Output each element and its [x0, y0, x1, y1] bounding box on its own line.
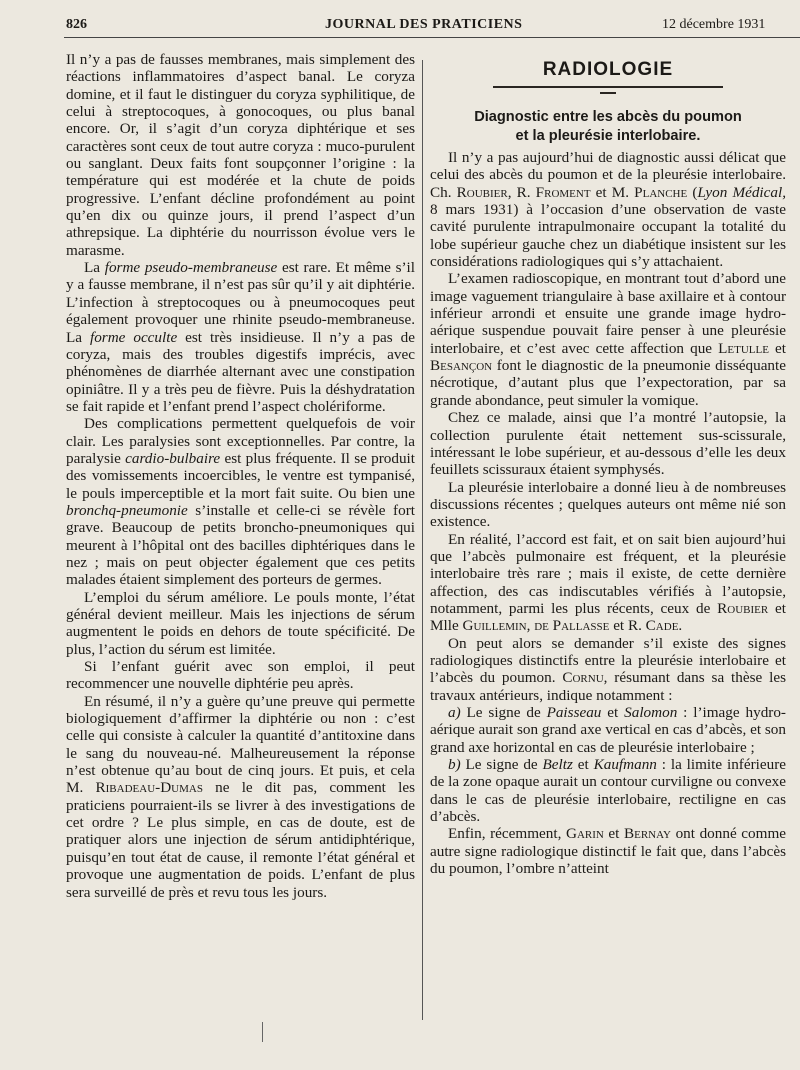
paragraph: b) Le signe de Beltz et Kaufmann : la limite inférieure de la zone opaque aurait un contour curviligne ou convexe dans le cas de pleurésie interlobaire, rectiligne en cas d’abcès.	[430, 756, 786, 826]
issue-date: 12 décembre 1931	[662, 17, 766, 32]
left-column	[66, 51, 415, 901]
journal-title: JOURNAL DES PRATICIENS	[325, 17, 523, 32]
paragraph: La pleurésie interlobaire a donné lieu à de nombreuses discussions récentes ; quelques auteurs ont même nié son existence.	[430, 478, 786, 531]
section-ornament	[600, 92, 616, 94]
paragraph: a) Le signe de Paisseau et Salomon : l’image hydro-aérique aurait son grand axe vertical en cas d’abcès, et son grand axe horizontal en cas de pleurésie interlobaire ;	[430, 704, 786, 756]
paragraph: L’examen radioscopique, en montrant tout d’abord une image vaguement triangulaire à base axillaire et à contour inférieur arrondi et ensuite une grande image hydro-aérique suspendue pouvait faire penser à une pleurésie interlobaire, et c’est avec cette affection que Letulle et Besançon font le diagnostic de la pneumonie disséquante nécrotique, d’autant plus que l’expectoration, par sa grande abondance, peut simuler la vomique.	[430, 270, 786, 409]
paragraph: Il n’y a pas aujourd’hui de diagnostic aussi délicat que celui des abcès du poumon et de la pleurésie interlobaire. Ch. Roubier, R. Froment et M. Planche (Lyon Médical, 8 mars 1931) à l’occasion d’une observation de vaste cavité purulente intrapulmonaire occupant la totalité du lobe supérieur gauche chez un diabétique insistent sur les considérations radiologiques qui s’y attachaient.	[430, 149, 786, 271]
paragraph: Chez ce malade, ainsi que l’a montré l’autopsie, la collection purulente était nettement sus-scissurale, intéressant le lobe supérieur, et au-dessous d’elle les deux feuillets scissuraux étaient symphysés.	[430, 409, 786, 479]
radiologie-section-heading	[430, 58, 786, 146]
paragraph: En réalité, l’accord est fait, et on sait bien aujourd’hui que l’abcès pulmonaire est fréquent, et la pleurésie interlobaire très rare ; mais il existe, de cette dernière affection, des cas indiscutables vérifiés à l’autopsie, notamment, parmi les plus récents, ceux de Roubier et Mlle Guillemin, de Pallasse et R. Cade.	[430, 530, 786, 635]
right-column	[430, 149, 786, 877]
article-title: Diagnostic entre les abcès du poumon et la pleurésie interlobaire.	[474, 109, 742, 144]
gutter-mark	[262, 1022, 263, 1042]
paragraph: Des complications permettent quelquefois de voir clair. Les paralysies sont exceptionnelles. Par contre, la paralysie cardio-bulbaire est plus fréquente. Il se produit des vomissements incoercibles, le ventre est tympanisé, le pouls imperceptible et la mort fait suite. Ou bien une bronchq-pneumonie s’installe et celle-ci se révèle fort grave. Beaucoup de petits broncho-pneumoniques qui meurent à l’hôpital ont des bacilles diphtériques dans le nez ; mais on peut objecter également que ces petits malades étaient simplement des porteurs de germes.	[66, 415, 415, 589]
column-divider	[422, 60, 423, 1020]
section-title: RADIOLOGIE	[542, 59, 674, 80]
paragraph: On peut alors se demander s’il existe des signes radiologiques distinctifs entre la pleurésie interlobaire et l’abcès du poumon. Cornu, résumant dans sa thèse les travaux antérieurs, indique notamment :	[430, 634, 786, 704]
paragraph: L’emploi du sérum améliore. Le pouls monte, l’état général devient meilleur. Mais les injections de sérum augmentent le poids en dehors de toute spécificité. De plus, l’action du sérum est limitée.	[66, 588, 415, 658]
section-rule	[493, 86, 723, 88]
paragraph: La forme pseudo-membraneuse est rare. Et même s’il y a fausse membrane, il n’est pas sûr qu’il y ait diphtérie. L’infection à streptocoques ou à pneumocoques peut également provoquer une rhinite pseudo-membraneuse. La forme occulte est très insidieuse. Il n’y a pas de coryza, mais des troubles digestifs imprécis, avec phénomènes de diarrhée alternant avec une constipation opiniâtre. Il y a très peu de fièvre. Puis la déshydratation se fait rapide et l’enfant prend l’aspect cholériforme.	[66, 259, 415, 415]
paragraph: Il n’y a pas de fausses membranes, mais simplement des réactions inflammatoires d’aspect banal. Le coryza domine, et il faut le distinguer du coryza syphilitique, de celui à streptocoques, à gonocoques, ou plus banal encore. Or, il s’agit d’un coryza diphtérique et ses caractères sont ceux de tout autre coryza : muco-purulent ou sanglant. Deux faits font soupçonner l’origine : la température qui est modérée et la chute de poids progressive. L’enfant décline profondément au point qu’en dix ou quinze jours, il prend l’aspect d’un athrepsique. La diphtérie du nourrisson évolue vers le marasme.	[66, 51, 415, 259]
paragraph: En résumé, il n’y a guère qu’une preuve qui permette biologiquement d’affirmer la diphtérie ou non : c’est celle qui consiste à calculer la quantité d’antitoxine dans le sang du nouveau-né. Malheureusement la réponse n’est obtenue qu’au bout de cinq jours. Et puis, et cela M. Ribadeau-Dumas ne le dit pas, comment les praticiens pourraient-ils se livrer à des investigations de cet ordre ? Le plus simple, en cas de doute, est de pratiquer alors une injection de sérum antidiphtérique, puisqu’en tout état de cause, il remonte l’état général et provoque une augmentation de poids. L’enfant de plus sera surveillé de près et revu tous les jours.	[66, 692, 415, 901]
page-number: 826	[66, 17, 87, 32]
running-header	[0, 0, 800, 40]
header-rule	[64, 37, 800, 38]
paragraph: Si l’enfant guérit avec son emploi, il peut recommencer une nouvelle diphtérie peu après.	[66, 658, 415, 693]
paragraph: Enfin, récemment, Garin et Bernay ont donné comme autre signe radiologique distinctif le fait que, dans l’abcès du poumon, l’ombre n’atteint	[430, 825, 786, 878]
